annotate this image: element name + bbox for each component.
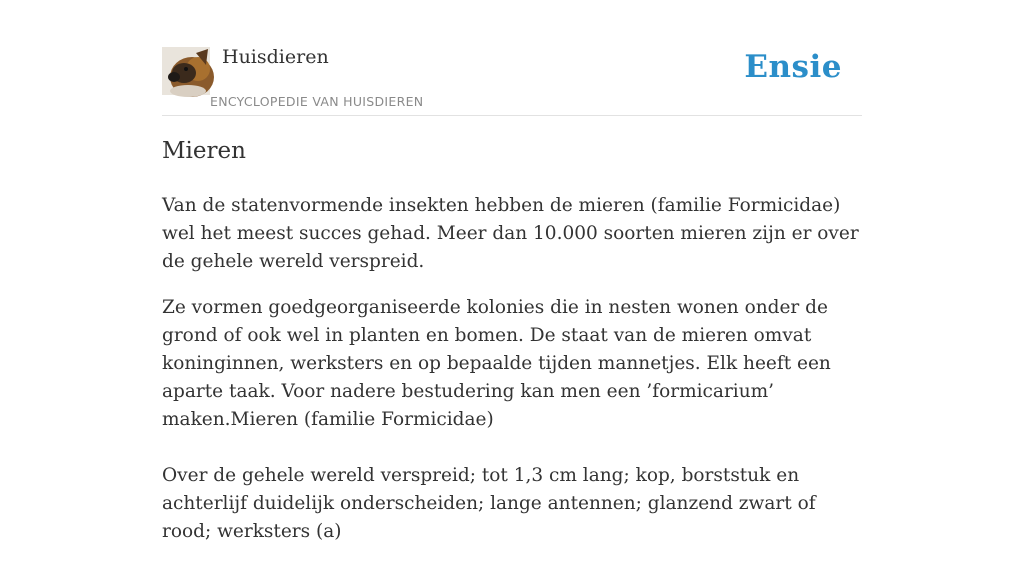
site-header — [162, 0, 862, 116]
content-container — [162, 0, 862, 542]
dog-avatar-icon — [162, 47, 210, 95]
article-paragraph: Ze vormen goedgeorganiseerde kolonies die in nesten wonen onder de grond of ook wel in planten en bomen. De staat van de mieren omvat koninginnen, werksters en op bepaalde tijden mannetjes. Elk heeft een aparte taak. Voor nadere bestudering kan men een ’formicarium’ maken.Mieren (familie Formicidae) — [162, 297, 831, 430]
page-title: Mieren — [162, 138, 246, 164]
site-subtitle: ENCYCLOPEDIE VAN HUISDIEREN — [210, 94, 424, 109]
site-name[interactable]: Huisdieren — [222, 46, 329, 68]
article-paragraph: Van de statenvormende insekten hebben de mieren (familie Formicidae) wel het meest succes gehad. Meer dan 10.000 soorten mieren zijn er over de gehele wereld verspreid. — [162, 195, 859, 272]
article-body — [162, 192, 862, 564]
brand-logo[interactable]: Ensie — [744, 49, 842, 85]
article-paragraph: Over de gehele wereld verspreid; tot 1,3 cm lang; kop, borststuk en achterlijf duidelijk onderscheiden; lange antennen; glanzend zwart of rood; werksters (a) — [162, 465, 816, 542]
avatar[interactable] — [162, 47, 210, 95]
